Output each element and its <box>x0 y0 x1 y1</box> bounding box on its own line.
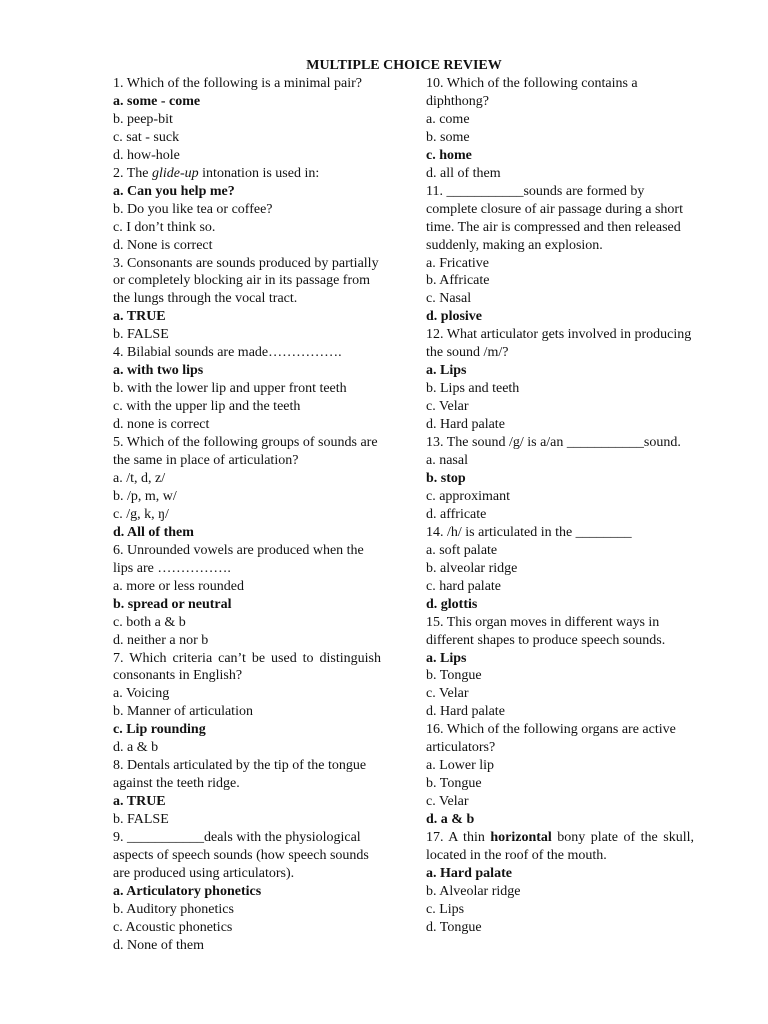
stem-text: intonation is used in: <box>198 165 320 181</box>
stem-emphasis: glide-up <box>152 165 199 181</box>
question-8 <box>113 757 381 829</box>
question-stem: 8. Dentals articulated by the tip of the tongue against the teeth ridge. <box>113 758 367 792</box>
answer-option: a. Can you help me? <box>113 183 235 199</box>
question-5 <box>113 434 381 542</box>
answer-option: c. I don’t think so. <box>113 219 216 235</box>
answer-option: a. Lips <box>426 363 467 379</box>
answer-option: b. some <box>426 129 470 145</box>
answer-option: d. Hard palate <box>426 704 505 720</box>
answer-option: c. Velar <box>426 686 469 702</box>
left-column <box>113 75 381 955</box>
question-stem: 13. The sound /g/ is a/an ___________sound. <box>426 435 681 451</box>
answer-option: d. how-hole <box>113 147 180 163</box>
question-stem: 15. This organ moves in different ways in different shapes to produce speech sounds. <box>426 614 666 648</box>
answer-option: c. Nasal <box>426 291 472 307</box>
stem-text: 17. A thin <box>426 830 491 846</box>
answer-option: c. Velar <box>426 794 469 810</box>
question-7 <box>113 650 381 758</box>
answer-option: a. /t, d, z/ <box>113 470 166 486</box>
answer-option: c. with the upper lip and the teeth <box>113 399 301 415</box>
question-4 <box>113 344 381 434</box>
question-10 <box>426 75 694 183</box>
stem-text: bony plate of the skull, located in the roof of the mouth. <box>426 830 694 863</box>
answer-option: b. Auditory phonetics <box>113 901 234 917</box>
answer-option: a. Articulatory phonetics <box>113 883 262 899</box>
question-stem: 6. Unrounded vowels are produced when the lips are ……………. <box>113 542 364 576</box>
answer-option: b. spread or neutral <box>113 596 232 612</box>
answer-option: a. Voicing <box>113 686 170 702</box>
answer-option: a. some - come <box>113 93 201 109</box>
answer-option: d. Hard palate <box>426 417 505 433</box>
question-stem: 4. Bilabial sounds are made……………. <box>113 345 342 361</box>
answer-option: a. come <box>426 111 470 127</box>
stem-text: 2. The <box>113 165 153 181</box>
answer-option: b. FALSE <box>113 812 169 828</box>
answer-option: d. affricate <box>426 506 487 522</box>
question-stem: 5. Which of the following groups of sounds are the same in place of articulation? <box>113 435 378 469</box>
answer-option: c. both a & b <box>113 614 186 630</box>
answer-option: d. None of them <box>113 937 204 953</box>
answer-option: b. Tongue <box>426 776 482 792</box>
page-title: MULTIPLE CHOICE REVIEW <box>306 58 502 73</box>
answer-option: a. Fricative <box>426 255 489 271</box>
question-11 <box>426 183 694 327</box>
stem-emphasis: horizontal <box>490 830 552 846</box>
answer-option: a. more or less rounded <box>113 578 245 594</box>
question-9 <box>113 829 381 955</box>
answer-option: a. soft palate <box>426 542 498 558</box>
answer-option: b. with the lower lip and upper front teeth <box>113 381 347 397</box>
answer-option: b. stop <box>426 470 466 486</box>
answer-option: b. FALSE <box>113 327 169 343</box>
question-stem: 10. Which of the following contains a diphthong? <box>426 76 638 109</box>
question-stem: 7. Which criteria can’t be used to distinguish consonants in English? <box>113 650 381 684</box>
answer-option: b. Lips and teeth <box>426 381 520 397</box>
answer-option: c. Acoustic phonetics <box>113 919 233 935</box>
answer-option: b. Tongue <box>426 668 482 684</box>
answer-option: a. Hard palate <box>426 865 512 881</box>
question-stem: 14. /h/ is articulated in the ________ <box>426 524 632 540</box>
answer-option: a. Lips <box>426 650 467 666</box>
answer-option: c. Lip rounding <box>113 722 206 738</box>
answer-option: d. a & b <box>113 740 159 756</box>
question-3 <box>113 255 381 345</box>
question-6 <box>113 542 381 650</box>
answer-option: d. all of them <box>426 165 501 181</box>
answer-option: c. home <box>426 147 472 163</box>
question-14 <box>426 524 694 614</box>
question-stem: 12. What articulator gets involved in producing the sound /m/? <box>426 327 692 361</box>
answer-option: a. Lower lip <box>426 758 495 774</box>
answer-option: c. approximant <box>426 488 510 504</box>
question-stem: 16. Which of the following organs are active articulators? <box>426 722 676 756</box>
answer-option: b. peep-bit <box>113 111 173 127</box>
question-13 <box>426 434 694 524</box>
answer-option: a. with two lips <box>113 363 204 379</box>
answer-option: b. Do you like tea or coffee? <box>113 201 273 217</box>
answer-option: d. Tongue <box>426 919 482 935</box>
question-15 <box>426 614 694 722</box>
answer-option: d. a & b <box>426 812 475 828</box>
answer-option: d. glottis <box>426 596 478 612</box>
question-stem: 11. ___________sounds are formed by complete closure of air passage during a short time. The air is compressed and then released suddenly, making an explosion. <box>426 183 683 253</box>
question-17 <box>426 829 694 937</box>
answer-option: c. sat - suck <box>113 129 180 145</box>
question-stem: 3. Consonants are sounds produced by partially or completely blocking air in its passage from the lungs through the vocal tract. <box>113 255 379 307</box>
answer-option: d. none is correct <box>113 417 210 433</box>
answer-option: a. TRUE <box>113 794 166 810</box>
question-12 <box>426 326 694 434</box>
answer-option: c. hard palate <box>426 578 502 594</box>
question-2 <box>113 165 381 255</box>
question-stem: 9. ___________deals with the physiological aspects of speech sounds (how speech sounds are produced using articulators). <box>113 830 369 881</box>
answer-option: b. Alveolar ridge <box>426 883 521 899</box>
answer-option: a. TRUE <box>113 309 166 325</box>
question-stem <box>426 829 694 865</box>
answer-option: d. neither a nor b <box>113 632 209 648</box>
question-stem <box>113 165 381 183</box>
answer-option: b. /p, m, w/ <box>113 488 177 504</box>
answer-option: d. None is correct <box>113 237 213 253</box>
question-stem: 1. Which of the following is a minimal pair? <box>113 76 362 91</box>
answer-option: a. nasal <box>426 453 468 469</box>
question-1 <box>113 75 381 165</box>
answer-option: d. All of them <box>113 524 194 540</box>
answer-option: d. plosive <box>426 309 483 325</box>
answer-option: c. /g, k, ŋ/ <box>113 506 169 522</box>
answer-option: b. alveolar ridge <box>426 560 518 576</box>
answer-option: b. Affricate <box>426 273 490 289</box>
question-16 <box>426 721 694 829</box>
right-column <box>426 75 694 937</box>
answer-option: b. Manner of articulation <box>113 704 253 720</box>
answer-option: c. Velar <box>426 399 469 415</box>
answer-option: c. Lips <box>426 901 465 917</box>
